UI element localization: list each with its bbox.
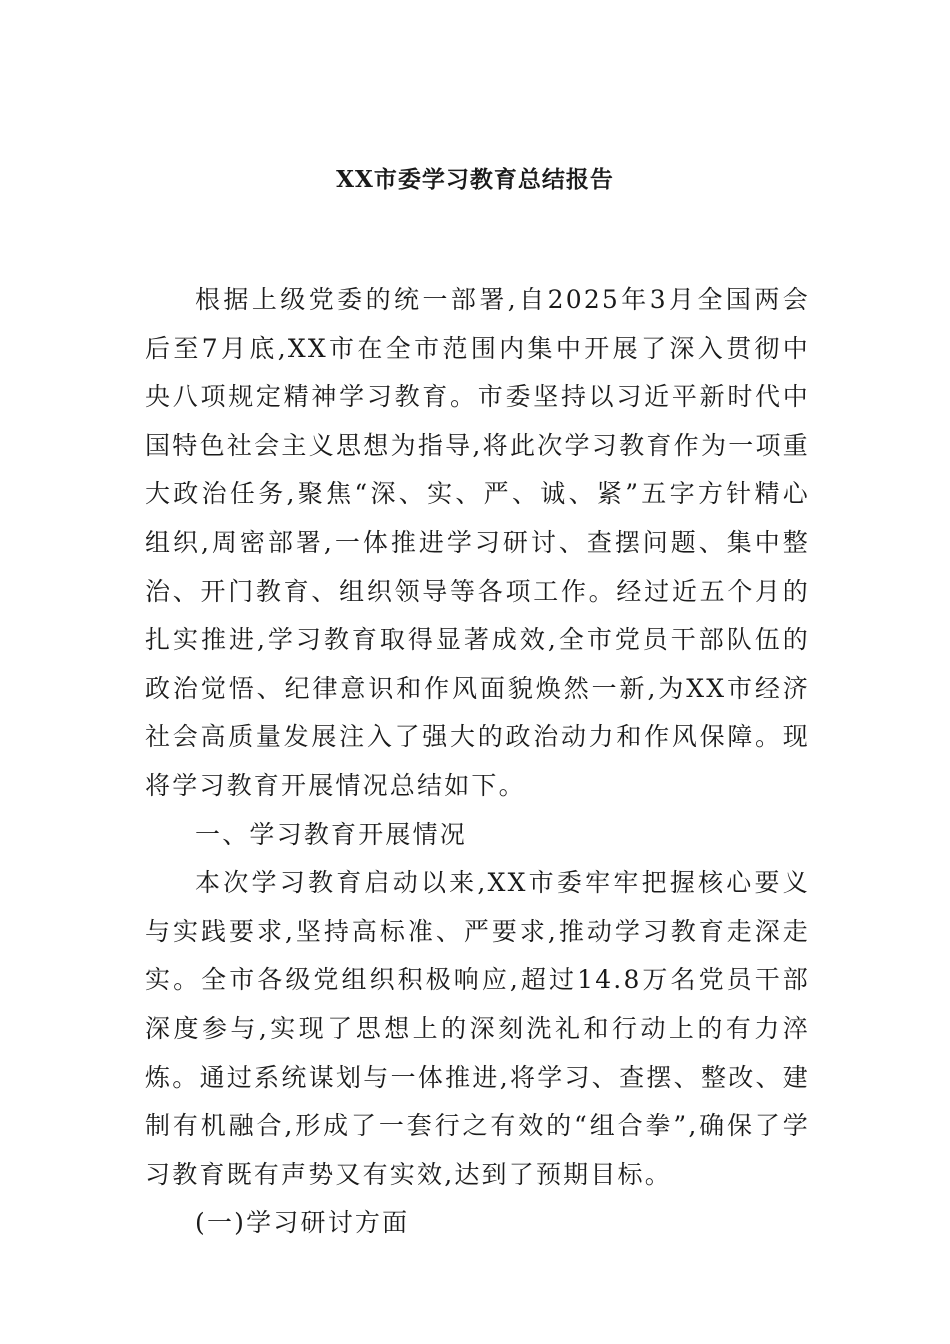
section-1-paragraph: 本次学习教育启动以来,XX市委牢牢把握核心要义与实践要求,坚持高标准、严要求,推动学习教育走深走实。全市各级党组织积极响应,超过14.8万名党员干部深度参与,实现了思想上的深刻洗礼和行动上的有力淬炼。通过系统谋划与一体推进,将学习、查摆、整改、建制有机融合,形成了一套行之有效的“组合拳”,确保了学习教育既有声势又有实效,达到了预期目标。 [145, 868, 810, 1189]
document-title: XX市委学习教育总结报告 [336, 166, 614, 193]
intro-paragraph: 根据上级党委的统一部署,自2025年3月全国两会后至7月底,XX市在全市范围内集中开展了深入贯彻中央八项规定精神学习教育。市委坚持以习近平新时代中国特色社会主义思想为指导,将此次学习教育作为一项重大政治任务,聚焦“深、实、严、诚、紧”五字方针精心组织,周密部署,一体推进学习研讨、查摆问题、集中整治、开门教育、组织领导等各项工作。经过近五个月的扎实推进,学习教育取得显著成效,全市党员干部队伍的政治觉悟、纪律意识和作风面貌焕然一新,为XX市经济社会高质量发展注入了强大的政治动力和作风保障。现将学习教育开展情况总结如下。 [145, 285, 810, 800]
document-body [145, 276, 810, 1248]
subsection-heading-1: (一)学习研讨方面 [195, 1208, 410, 1238]
section-heading-1: 一、学习教育开展情况 [195, 819, 468, 849]
